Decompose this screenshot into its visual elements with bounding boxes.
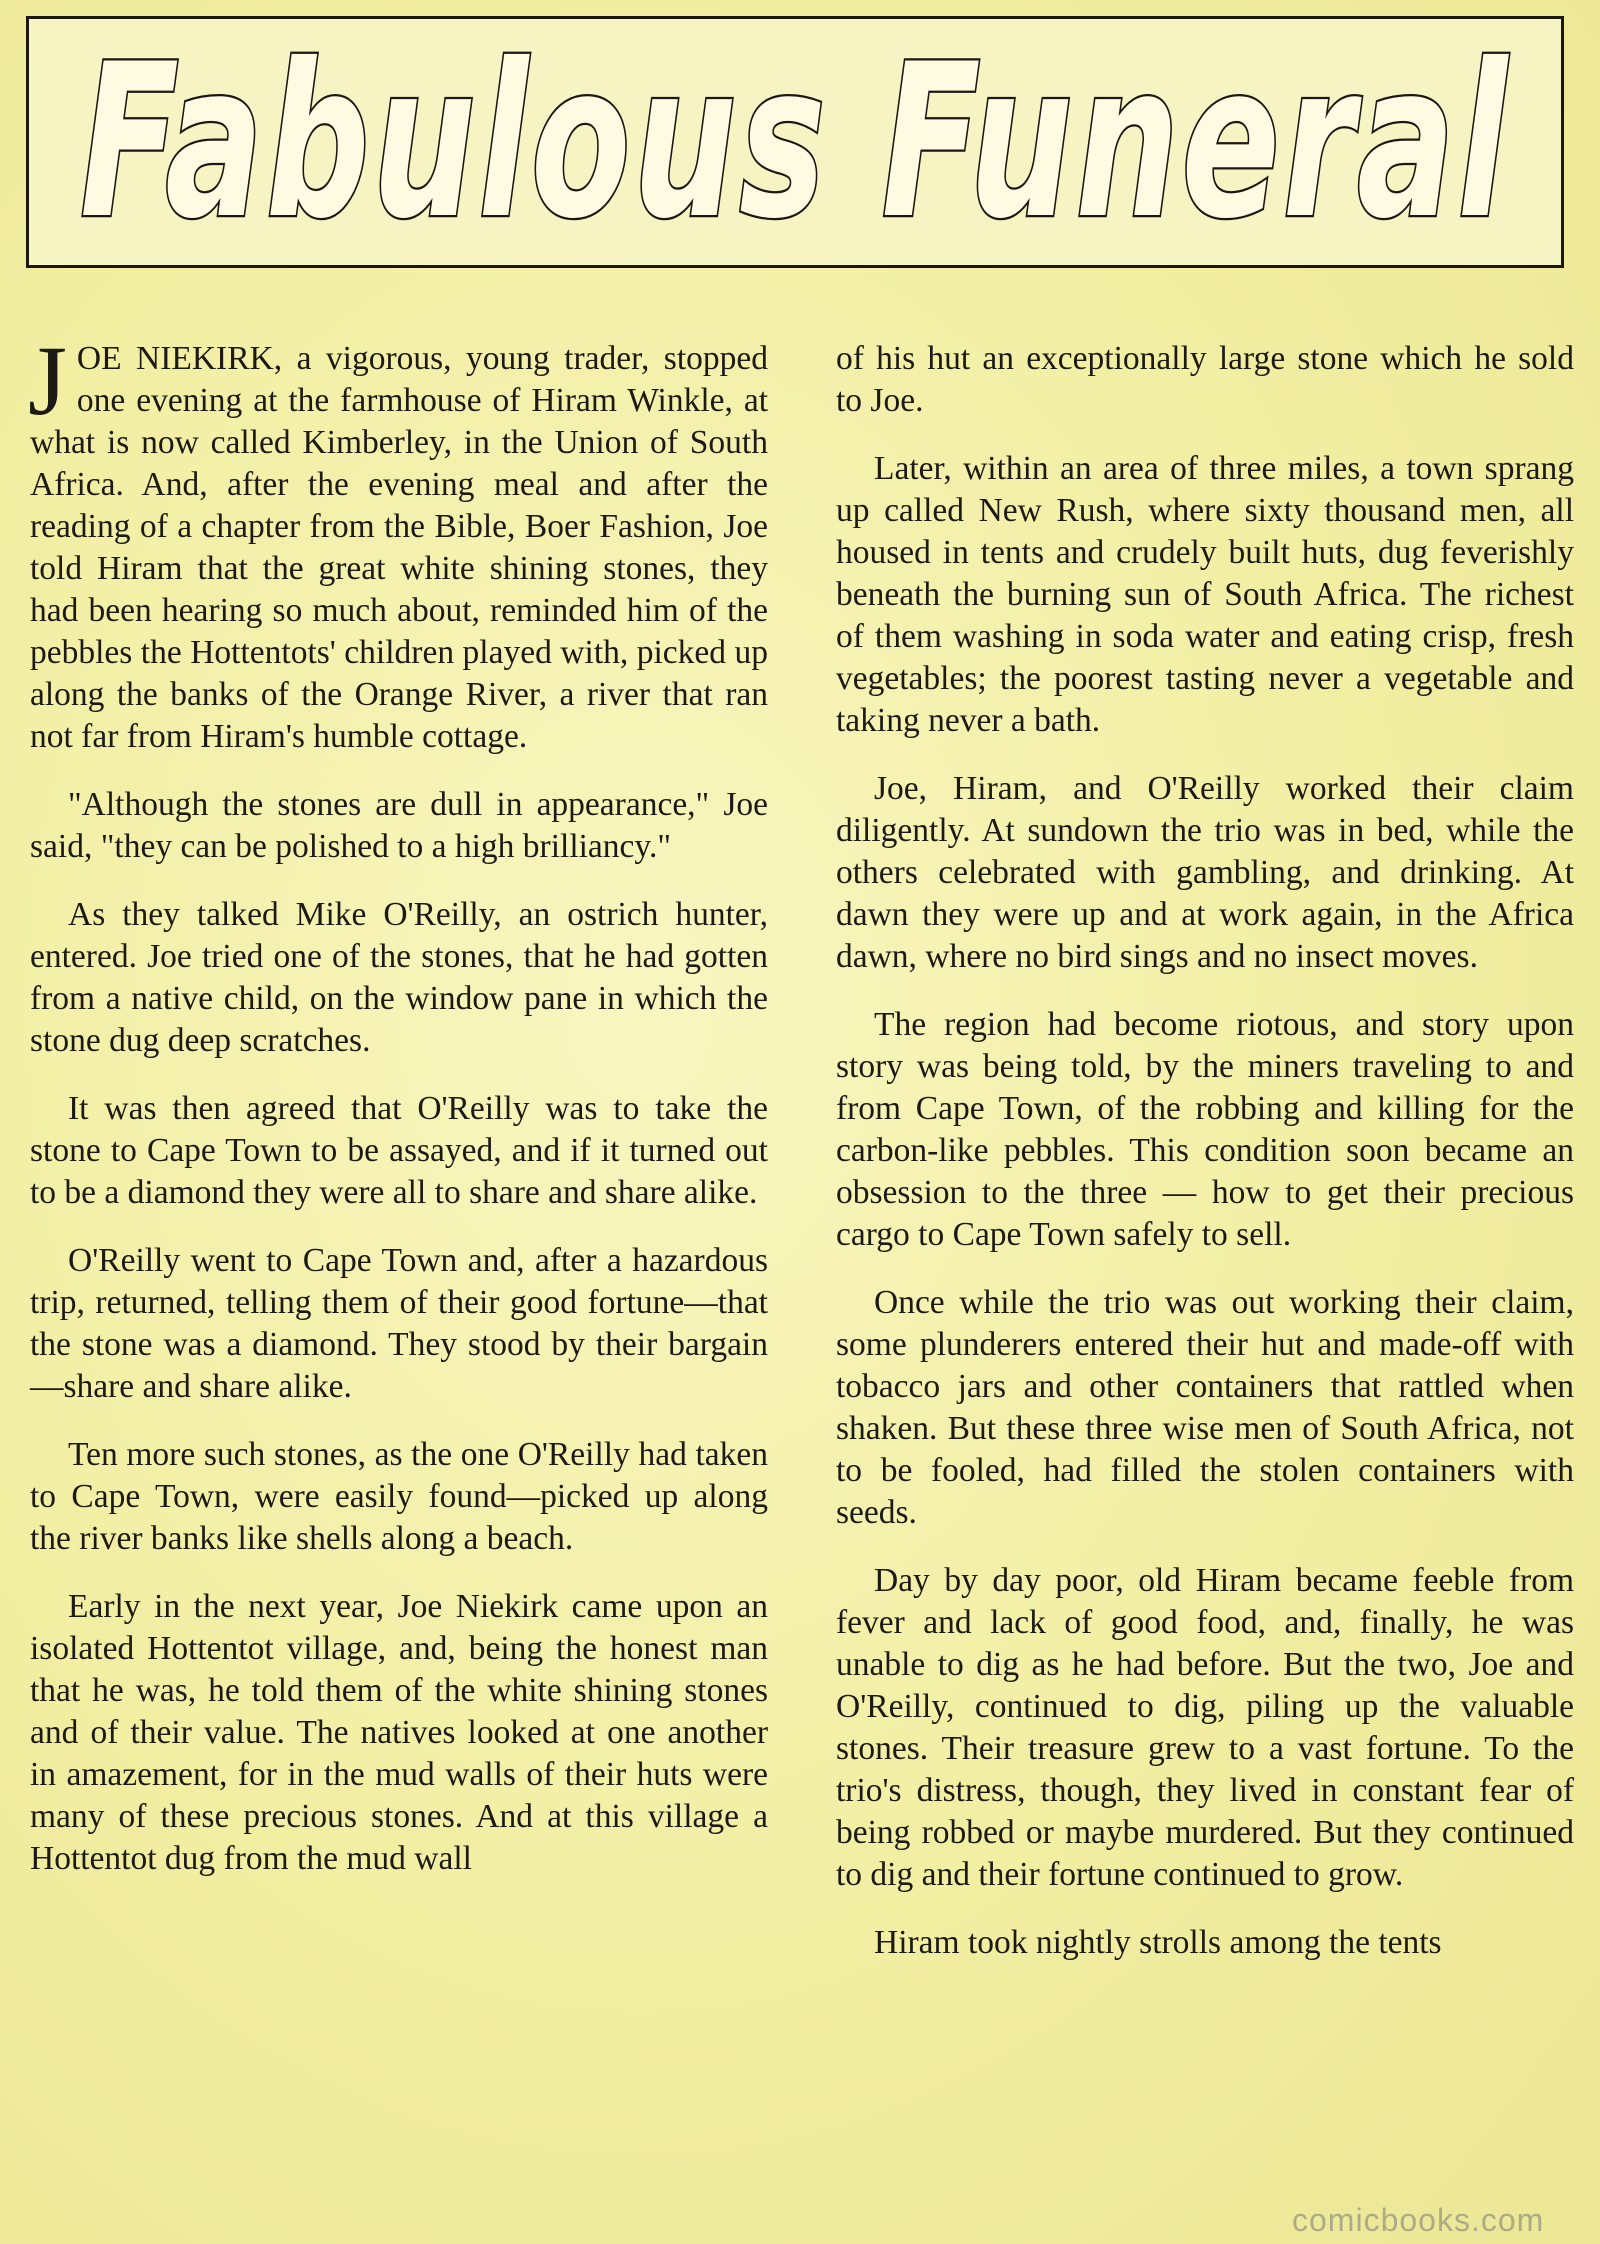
paragraph-11: The region had become riotous, and story upon story was being told, by the miners traveling to and from Cape Town, of the robbing and killing for the carbon-like pebbles. This condition soon became an obsession to the three — how to get their precious cargo to Cape Town safely to sell. xyxy=(836,1006,1574,1253)
watermark: comicbooks.com xyxy=(1292,2202,1545,2238)
paragraph-3: As they talked Mike O'Reilly, an ostrich hunter, entered. Joe tried one of the stones, that he had gotten from a native child, on the window pane in which the stone dug deep scratches. xyxy=(30,896,768,1059)
paragraph-14: Hiram took nightly strolls among the tents xyxy=(874,1924,1442,1961)
paragraph-10: Joe, Hiram, and O'Reilly worked their claim diligently. At sundown the trio was in bed, while the others celebrated with gambling, and drinking. At dawn they were up and at work again, in the Africa dawn, where no bird sings and no insect moves. xyxy=(836,770,1574,975)
title-svg xyxy=(29,19,1561,265)
title-banner xyxy=(26,16,1564,268)
left-column xyxy=(28,325,768,1906)
paragraph-1 xyxy=(28,325,768,758)
paragraph-4: It was then agreed that O'Reilly was to take the stone to Cape Town to be assayed, and if it turned out to be a diamond they were all to share and share alike. xyxy=(30,1090,768,1211)
paragraph-1-text: OE NIEKIRK, a vigorous, young trader, stopped one evening at the farmhouse of Hiram Winkle, at what is now called Kimberley, in the Union of South Africa. And, after the evening meal and after the reading of a chapter from the Bible, Boer Fashion, Joe told Hiram that the great white shining stones, they had been hearing so much about, reminded him of the pebbles the Hottentots' children played with, picked up along the banks of the Orange River, a river that ran not far from Hiram's humble cottage. xyxy=(30,340,768,755)
article-title: Fabulous Funeral xyxy=(80,19,1510,265)
paragraph-8: of his hut an exceptionally large stone which he sold to Joe. xyxy=(836,340,1574,419)
paragraph-13: Day by day poor, old Hiram became feeble from fever and lack of good food, and, finally, he was unable to dig as he had before. But the two, Joe and O'Reilly, continued to dig, piling up the valuable stones. Their treasure grew to a vast fortune. To the trio's distress, though, they lived in constant fear of being robbed or maybe murdered. But they continued to dig and their fortune continued to grow. xyxy=(836,1562,1574,1893)
right-column xyxy=(836,338,1574,1990)
paragraph-5: O'Reilly went to Cape Town and, after a hazardous trip, returned, telling them of their good fortune—that the stone was a diamond. They stood by their bargain—share and share alike. xyxy=(30,1242,768,1405)
paragraph-2: "Although the stones are dull in appearance," Joe said, "they can be polished to a high brilliancy." xyxy=(30,786,768,865)
paragraph-12: Once while the trio was out working their claim, some plunderers entered their hut and made-off with tobacco jars and other containers that rattled when shaken. But these three wise men of South Africa, not to be fooled, had filled the stolen containers with seeds. xyxy=(836,1284,1574,1531)
paragraph-9: Later, within an area of three miles, a town sprang up called New Rush, where sixty thousand men, all housed in tents and crudely built huts, dug feverishly beneath the burning sun of South Africa. The richest of them washing in soda water and eating crisp, fresh vegetables; the poorest tasting never a vegetable and taking never a bath. xyxy=(836,450,1574,739)
paragraph-7: Early in the next year, Joe Niekirk came upon an isolated Hottentot village, and, being the honest man that he was, he told them of the white shining stones and of their value. The natives looked at one another in amazement, for in the mud walls of their huts were many of these precious stones. And at this village a Hottentot dug from the mud wall xyxy=(30,1588,768,1877)
paragraph-6: Ten more such stones, as the one O'Reilly had taken to Cape Town, were easily found—picked up along the river banks like shells along a beach. xyxy=(30,1436,768,1557)
drop-cap: J xyxy=(28,325,67,436)
